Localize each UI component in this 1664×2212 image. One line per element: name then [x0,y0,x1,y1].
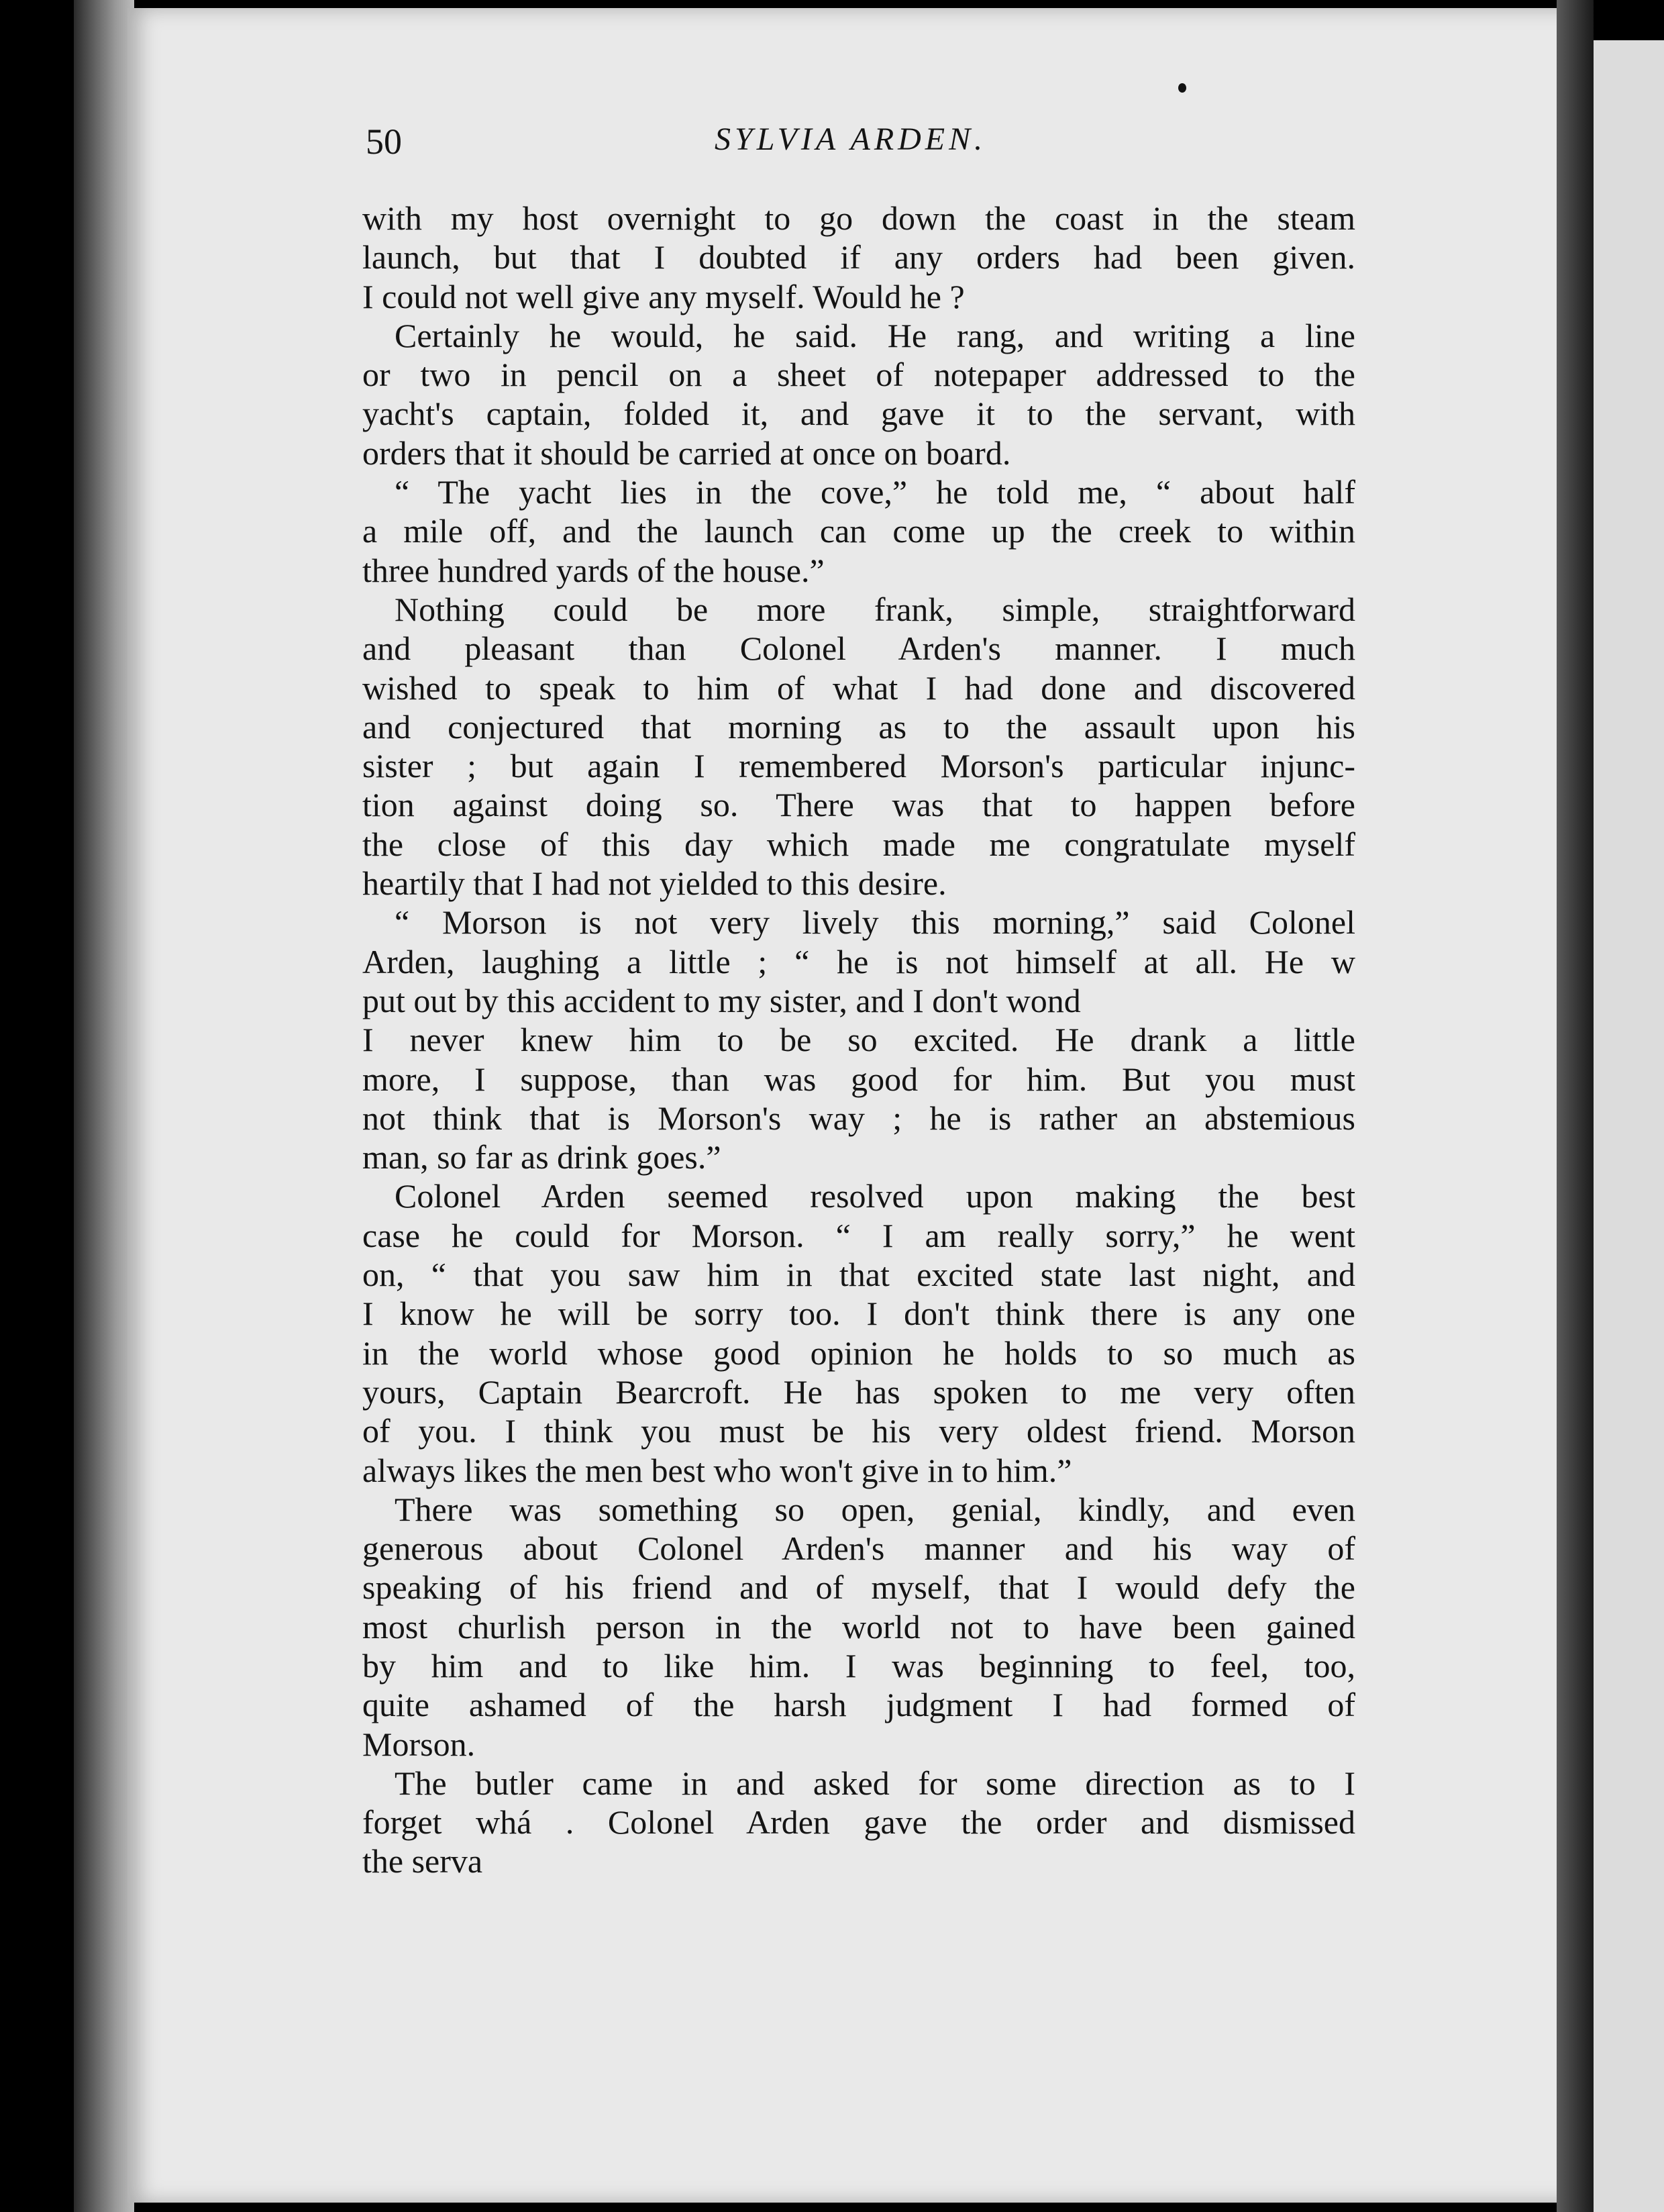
text-line: on, “ that you saw him in that excited state last night, and [362,1256,1355,1294]
text-line: I know he will be sorry too. I don't think there is any one [362,1295,1355,1333]
text-line: Arden, laughing a little ; “ he is not himself at all. He w [362,942,1355,981]
text-line: always likes the men best who won't give in to him.” [362,1451,1072,1489]
text-line: Colonel Arden seemed resolved upon making the best [395,1177,1355,1215]
text-line: I could not well give any myself. Would he ? [362,277,965,315]
text-line: Morson. [362,1725,476,1763]
text-line: man, so far as drink goes.” [362,1138,721,1176]
text-line: sister ; but again I remembered Morson's particular injunc- [362,747,1355,785]
text-line: of you. I think you must be his very oldest friend. Morson [362,1412,1355,1450]
running-head: SYLVIA ARDEN. [715,121,987,157]
text-line: I never knew him to be so excited. He drank a little [362,1021,1355,1059]
text-line: tion against doing so. There was that to happen before [362,786,1355,824]
text-line: forget whá . Colonel Arden gave the order and dismissed [362,1803,1355,1842]
text-line: or two in pencil on a sheet of notepaper addressed to the [362,356,1355,394]
text-line: by him and to like him. I was beginning to feel, too, [362,1646,1355,1685]
gutter-shadow [1557,0,1594,2212]
binding-shadow [74,0,134,2212]
text-line: Certainly he would, he said. He rang, and writing a line [395,316,1355,354]
text-line: Nothing could be more frank, simple, straightforward [395,590,1355,628]
body-text [362,199,1355,1881]
text-line: in the world whose good opinion he holds to so much as [362,1334,1355,1372]
text-line: the close of this day which made me congratulate myself [362,825,1355,863]
text-line: generous about Colonel Arden's manner and his way of [362,1529,1355,1568]
text-line: The butler came in and asked for some direction as to I [395,1764,1355,1802]
text-line: There was something so open, genial, kindly, and even [395,1490,1355,1528]
text-line: orders that it should be carried at once on board. [362,434,1011,472]
text-line: yours, Captain Bearcroft. He has spoken to me very often [362,1372,1355,1411]
text-line: heartily that I had not yielded to this desire. [362,864,947,903]
text-line: the serva [362,1842,483,1880]
text-line: and pleasant than Colonel Arden's manner. I much [362,630,1355,668]
text-line: “ Morson is not very lively this morning,” said Colonel [395,903,1355,942]
text-line: yacht's captain, folded it, and gave it to the servant, with [362,395,1355,433]
text-line: launch, but that I doubted if any orders had been given. [362,238,1355,276]
text-line: and conjectured that morning as to the assault upon his [362,707,1355,746]
text-line: case he could for Morson. “ I am really sorry,” he went [362,1216,1355,1254]
text-line: a mile off, and the launch can come up the creek to within [362,512,1355,550]
page-header [366,121,1352,161]
text-line: wished to speak to him of what I had done and discovered [362,668,1355,707]
facing-page-edge [1594,40,1664,2212]
text-line: speaking of his friend and of myself, that I would defy the [362,1568,1355,1607]
ink-speck [1178,83,1186,93]
text-line: three hundred yards of the house.” [362,551,825,589]
page-number: 50 [366,121,402,162]
text-line: most churlish person in the world not to have been gained [362,1607,1355,1646]
text-line: quite ashamed of the harsh judgment I had formed of [362,1686,1355,1724]
text-line: “ The yacht lies in the cove,” he told me, “ about half [395,473,1355,511]
text-line: more, I suppose, than was good for him. But you must [362,1060,1355,1098]
text-line: not think that is Morson's way ; he is rather an abstemious [362,1099,1355,1137]
text-line: put out by this accident to my sister, and I don't wond [362,981,1081,1019]
text-line: with my host overnight to go down the coast in the steam [362,199,1355,237]
